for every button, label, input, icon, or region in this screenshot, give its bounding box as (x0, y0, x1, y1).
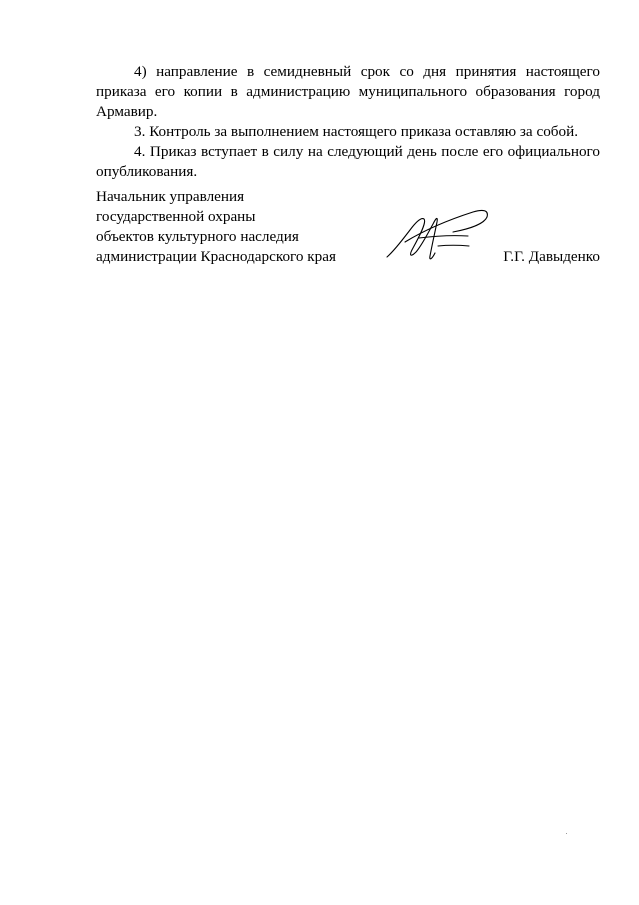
signer-name: Г.Г. Давыденко (503, 248, 600, 265)
paragraph-entry-into-force: 4. Приказ вступает в силу на следующий день после его официального опубликования. (96, 143, 600, 180)
paragraph-control: 3. Контроль за выполнением настоящего приказа оставляю за собой. (134, 123, 579, 140)
document-body (96, 62, 600, 182)
position-line: объектов культурного наследия (96, 228, 299, 245)
position-line: государственной охраны (96, 208, 256, 225)
paragraph-item-4-sub: 4) направление в семидневный срок со дня принятия настоящего приказа его копии в администрацию муниципального образования город Армавир. (96, 63, 600, 120)
position-line: администрации Краснодарского края (96, 248, 336, 265)
position-line: Начальник управления (96, 188, 245, 205)
signature-block (96, 187, 600, 267)
handwritten-signature-icon (383, 206, 493, 264)
scan-artifact (566, 833, 567, 834)
